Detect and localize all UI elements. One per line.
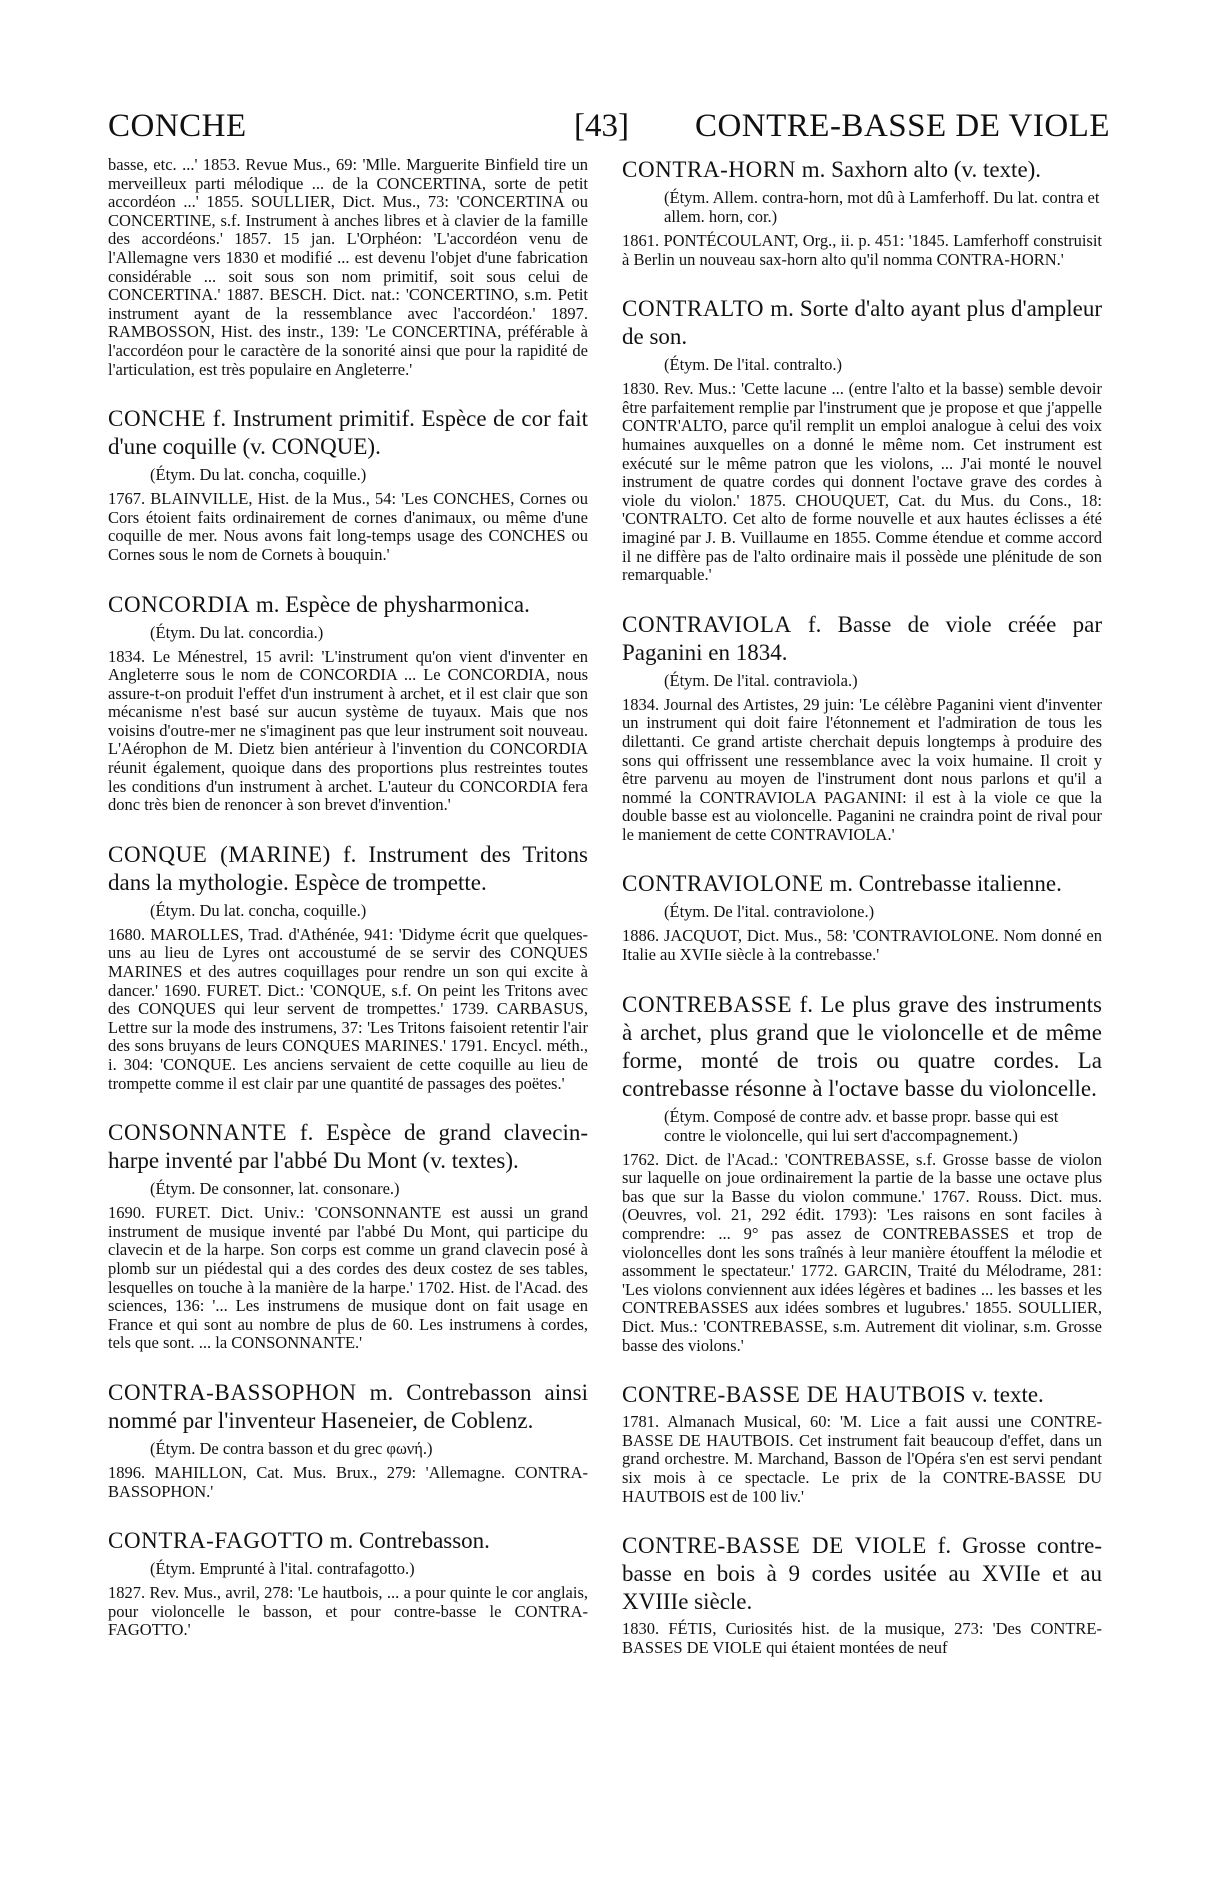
etymology: (Étym. Du lat. concordia.)	[150, 622, 324, 642]
entry-conque-marine	[108, 841, 588, 1093]
definition: m. Contrebasson ainsi nommé par l'inventeur Haseneier, de Coblenz.	[108, 1379, 588, 1433]
citations: 1896. MAHILLON, Cat. Mus. Brux., 279: 'Allemagne. CONTRA-BASSOPHON.'	[108, 1462, 588, 1501]
entry-contralto	[622, 295, 1102, 585]
running-header	[108, 108, 1110, 154]
entry-contre-basse-de-viole	[622, 1532, 1102, 1657]
headword: CONCHE	[108, 406, 207, 432]
entry-contra-fagotto	[108, 1527, 588, 1640]
headword: CONTRA-BASSOPHON	[108, 1379, 357, 1405]
entry-consonnante	[108, 1119, 588, 1353]
entry-contra-bassophon	[108, 1379, 588, 1501]
entry-contraviolone	[622, 870, 1102, 964]
entry-heading	[108, 1527, 588, 1555]
headword: CONTRA-HORN	[622, 157, 796, 182]
citations: 1762. Dict. de l'Acad.: 'CONTREBASSE, s.f. Grosse basse de violon sur laquelle on joue ordinairement la partie de la basse une octave plus bas que sur la Basse du violon commune.' 1767. Rouss. Dict. mus. (Oeuvres, vol. 21, 292 édit. 1793): 'Les raisons en sont faciles à comprendre: ... 9° pas assez de CONTREBASSES et trop de violoncelles dont les sons traînés à leur manière étouffent la mélodie et assomment le spectateur.' 1772. GARCIN, Traité du Mélodrame, 281: 'Les violons conviennent aux idées légères et badines ... les basses et les CONTREBASSES aux idées sombres et lugubres.' 1855. SOULLIER, Dict. Mus.: 'CONTREBASSE, s.m. Autrement dit violinar, s.m. Grosse basse des violons.'	[622, 1149, 1102, 1355]
entry-heading	[108, 405, 588, 461]
headword: CONQUE (MARINE)	[108, 841, 331, 867]
headword: CONSONNANTE	[108, 1120, 288, 1146]
citations: 1830. FÉTIS, Curiosités hist. de la musique, 273: 'Des CONTRE-BASSES DE VIOLE qui étaient montées de neuf	[622, 1619, 1102, 1657]
headword: CONTRE-BASSE DE VIOLE	[622, 1533, 927, 1559]
headword: CONTRE-BASSE DE HAUTBOIS	[622, 1382, 967, 1408]
definition: f. Basse de viole créée par Paganini en 1834.	[622, 611, 1102, 665]
etymology: (Étym. De consonner, lat. consonare.)	[150, 1179, 400, 1199]
definition: m. Contrebasse italienne.	[823, 871, 1062, 897]
definition: f. Grosse contre-basse en bois à 9 cordes usitée au XVIIe et au XVIIIe siècle.	[622, 1533, 1102, 1615]
entry-heading	[622, 295, 1102, 351]
etymology: (Étym. De contra basson et du grec φωνή.)	[150, 1438, 433, 1458]
headword: CONCORDIA	[108, 591, 251, 617]
citations: 1680. MAROLLES, Trad. d'Athénée, 941: 'Didyme écrit que quelques-uns au lieu de Lyres ont accoustumé de se servir des CONQUES MARINES et des autres coquillages pour rendre un son qui excite à dancer.' 1690. FURET. Dict.: 'CONQUE, s.f. On peint les Tritons avec des CONQUES qui leur servent de trompettes.' 1739. CARBASUS, Lettre sur la mode des instrumens, 37: 'Les Tritons faisoient retentir l'air des sons bruyans de leurs CONQUES MARINES.' 1791. Encycl. méth., i. 304: 'CONQUE. Les anciens servaient de cette coquille au lieu de trompette comme il est clair par une quantité de passages des poëtes.'	[108, 924, 588, 1093]
etymology: (Étym. Du lat. concha, coquille.)	[150, 900, 367, 920]
entry-heading	[622, 870, 1102, 898]
entry-concordia	[108, 591, 588, 815]
citations: 1886. JACQUOT, Dict. Mus., 58: 'CONTRAVIOLONE. Nom donné en Italie au XVIIe siècle à la contrebasse.'	[622, 926, 1102, 965]
definition: v. texte.	[966, 1382, 1044, 1408]
entry-heading	[622, 1381, 1102, 1409]
definition: m. Sorte d'alto ayant plus d'ampleur de son.	[622, 296, 1102, 350]
entry-conche	[108, 405, 588, 564]
entry-heading	[622, 611, 1102, 667]
definition: m. Saxhorn alto (v. texte).	[796, 157, 1042, 182]
definition: f. Le plus grave des instruments à archet, plus grand que le violoncelle et de même forme, monté de trois ou quatre cordes. La contrebasse résonne à l'octave basse du violoncelle.	[622, 991, 1102, 1101]
etymology: (Étym. Allem. contra-horn, mot dû à Lamferhoff. Du lat. contra et allem. horn, cor.)	[664, 188, 1100, 226]
headword: CONTRAVIOLA	[622, 611, 792, 637]
entry-contrebasse	[622, 991, 1102, 1356]
headword: CONTRAVIOLONE	[622, 871, 824, 897]
entry-contra-horn	[622, 156, 1102, 269]
entry-heading	[622, 1532, 1102, 1616]
citations: 1767. BLAINVILLE, Hist. de la Mus., 54: 'Les CONCHES, Cornes ou Cors étoient faits ordinairement de cornes d'animaux, ou même d'une coquille de mer. Nous avons fait long-temps usage des CONCHES ou Cornes sous le nom de Cornets à bouquin.'	[108, 489, 588, 564]
entry-heading	[622, 991, 1102, 1103]
entry-heading	[108, 1379, 588, 1435]
citations: 1861. PONTÉCOULANT, Org., ii. p. 451: '1845. Lamferhoff construisit à Berlin un nouveau sax-horn alto qu'il nomma CONTRA-HORN.'	[622, 231, 1102, 269]
headword: CONTRA-FAGOTTO	[108, 1528, 324, 1554]
etymology: (Étym. De l'ital. contralto.)	[664, 355, 843, 375]
entry-heading	[622, 156, 1102, 184]
citations: 1834. Journal des Artistes, 29 juin: 'Le célèbre Paganini vient d'inventer un instrument qui doit faire l'étonnement et l'admiration de tous les dilettanti. Ce grand artiste cherchait depuis longtemps à produire des sons qui offrissent une ressemblance avec la voix humaine. Il croit y être parvenu au moyen de l'instrument dont nous parlons et qu'il a nommé la CONTRAVIOLA PAGANINI: il est à la viole ce que la double basse est au violoncelle. Paganini ne craindra point de rival pour le maniement de cette CONTRAVIOLA.'	[622, 694, 1102, 844]
etymology: (Étym. Composé de contre adv. et basse propr. basse qui est contre le violoncelle, qui lui sert d'accompagnement.)	[664, 1106, 1059, 1145]
entry-heading	[108, 1119, 588, 1175]
etymology: (Étym. Emprunté à l'ital. contrafagotto.)	[150, 1559, 415, 1579]
headword: CONTRALTO	[622, 296, 765, 322]
etymology: (Étym. De l'ital. contraviola.)	[664, 670, 858, 690]
citations: 1830. Rev. Mus.: 'Cette lacune ... (entre l'alto et la basse) semble devoir être parfaitement remplie par l'instrument que je propose et que j'appelle CONTR'ALTO, parce qu'il remplit un emploi analogue à celui des voix humaines auxquelles on a donné le même nom. Cet instrument est exécuté sur le même patron que les violons, ... J'ai monté le nouvel instrument de quatre cordes qui donnent l'octave grave des cordes à viole du violon.' 1875. CHOUQUET, Cat. du Mus. du Cons., 18: 'CONTRALTO. Cet alto de forme nouvelle et aux hautes éclisses a été imaginé par J. B. Vuillaume en 1855. Comme étendue et comme accord il ne diffère pas de l'alto ordinaire mais il possède une plénitude de son remarquable.'	[622, 379, 1102, 585]
entry-contre-basse-de-hautbois	[622, 1381, 1102, 1506]
entry-contraviola	[622, 611, 1102, 845]
etymology: (Étym. Du lat. concha, coquille.)	[150, 465, 367, 485]
definition: f. Instrument primitif. Espèce de cor fait d'une coquille (v. CONQUE).	[108, 406, 588, 460]
citations: 1690. FURET. Dict. Univ.: 'CONSONNANTE est aussi un grand instrument de musique inventé par l'abbé Du Mont, qui participe du clavecin et de la harpe. Son corps est comme un grand clavecin posé à plomb sur un piédestal qui a des cordes des deux costez de ses tables, lesquelles on touche à la manière de la harpe.' 1702. Hist. de l'Acad. des sciences, 136: '... Les instrumens de musique dont on fait usage en France et qui sont au nombre de plus de 60. Les instrumens à cordes, tels que sont. ... la CONSONNANTE.'	[108, 1203, 588, 1353]
citations: 1834. Le Ménestrel, 15 avril: 'L'instrument qu'on vient d'inventer en Angleterre sous le nom de CONCORDIA ... Le CONCORDIA, nous assure-t-on produit l'effet d'un instrument à archet, et il est clair que son mécanisme n'est basé sur aucun système de tuyaux. Mais que nos voisins d'outre-mer ne s'imaginent pas que leur instrument soit nouveau. L'Aérophon de M. Dietz bien antérieur à l'invention du CONCORDIA réunit également, quoique dans des proportions plus restreintes toutes les conditions d'un instrument à archet. L'auteur du CONCORDIA fera donc très bien de renoncer à son brevet d'invention.'	[108, 646, 588, 815]
headword: CONTREBASSE	[622, 991, 793, 1017]
continuation-text: basse, etc. ...' 1853. Revue Mus., 69: 'Mlle. Marguerite Binfield tire un merveilleux parti mélodique ... de la CONCERTINA, sorte de petit accordéon ...' 1855. SOULLIER, Dict. Mus., 73: 'CONCERTINA ou CONCERTINE, s.f. Instrument à anches libres et à clavier de la famille des accordéons.' 1857. 15 jan. L'Orphéon: 'L'accordéon venu de l'Allemagne vers 1830 et modifié ... est devenu l'objet d'une fabrication considérable ... soit sous son nom primitif, soit sous celui de CONCERTINA.' 1887. BESCH. Dict. nat.: 'CONCERTINO, s.m. Petit instrument ayant de la ressemblance avec l'accordéon.' 1897. RAMBOSSON, Hist. des instr., 139: 'Le CONCERTINA, préférable à l'accordéon pour le caractère de la sonorité ainsi que pour la rapidité de l'articulation, est très populaire en Angleterre.'	[108, 155, 588, 379]
header-left-guideword: CONCHE	[108, 108, 247, 144]
entry-heading	[108, 591, 588, 619]
citations: 1781. Almanach Musical, 60: 'M. Lice a fait aussi une CONTRE-BASSE DE HAUTBOIS. Cet instrument fait beaucoup d'effet, dans un grand orchestre. M. Marchand, Basson de l'Opéra s'en est servi pendant six mois à ce spectacle. Le prix de la CONTRE-BASSE DU HAUTBOIS est de 100 liv.'	[622, 1412, 1102, 1506]
citations: 1827. Rev. Mus., avril, 278: 'Le hautbois, ... a pour quinte le cor anglais, pour violoncelle le basson, et pour contre-basse le CONTRA-FAGOTTO.'	[108, 1583, 588, 1640]
etymology: (Étym. De l'ital. contraviolone.)	[664, 902, 875, 922]
definition: f. Espèce de grand clavecin-harpe inventé par l'abbé Du Mont (v. textes).	[108, 1120, 588, 1174]
entry-continuation	[108, 156, 588, 379]
definition: m. Espèce de physharmonica.	[250, 591, 530, 617]
header-right-guideword: CONTRE-BASSE DE VIOLE	[694, 108, 1110, 144]
definition: f. Instrument des Tritons dans la mythologie. Espèce de trompette.	[108, 841, 588, 895]
right-column	[622, 156, 1102, 1683]
page-number: [43]	[574, 108, 629, 144]
left-column	[108, 156, 588, 1666]
definition: m. Contrebasson.	[323, 1528, 490, 1554]
entry-heading	[108, 841, 588, 897]
